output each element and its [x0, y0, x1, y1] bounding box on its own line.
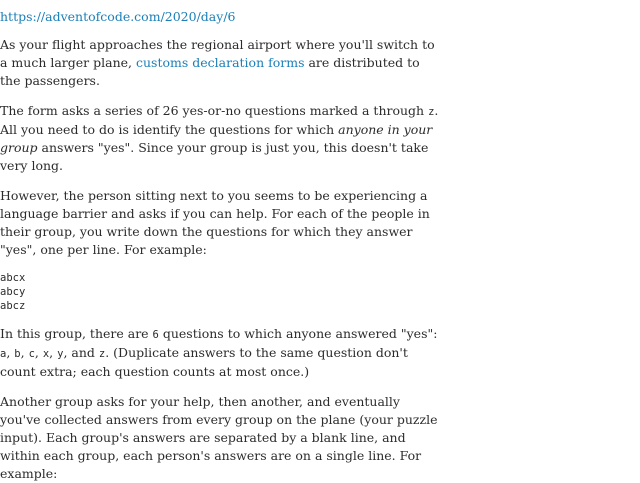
code-a: a	[0, 348, 7, 360]
form-description-paragraph	[0, 102, 440, 175]
example-block-1	[0, 271, 640, 313]
emphasis-anyone: anyone in your group	[0, 122, 433, 155]
intro-text-after: are distributed to the passengers.	[0, 55, 420, 88]
code-b: b	[14, 348, 21, 360]
code-c: c	[28, 348, 35, 360]
page-url-link[interactable]: https://adventofcode.com/2020/day/6	[0, 9, 236, 24]
collected-answers-paragraph: Another group asks for your help, then another, and eventually you've collected answers from every group on the plane (your puzzle input). Each group's answers are separated by a blank line, and within each group, each person's answers are on a single line. For example:	[0, 394, 438, 481]
example-line: abcy	[0, 286, 26, 298]
count-text-1: In this group, there are	[0, 326, 153, 341]
code-x: x	[42, 348, 50, 360]
customs-forms-link[interactable]: customs declaration forms	[135, 55, 305, 70]
intro-text-before: As your flight approaches the regional airport where you'll switch to a much larger plane,	[0, 37, 435, 70]
form-text-3: answers "yes". Since your group is just you, this doesn't take very long.	[0, 140, 429, 173]
and-word: and	[71, 345, 95, 360]
count-text-3: . (Duplicate answers to the same question don't count extra; each question counts at most once.)	[0, 345, 408, 379]
code-z-last: z	[98, 348, 106, 360]
count-text-2: questions to which anyone answered "yes":	[158, 326, 438, 341]
language-barrier-paragraph: However, the person sitting next to you seems to be experiencing a language barrier and asks if you can help. For each of the people in their group, you write down the questions for which they answer "yes", one per line. For example:	[0, 188, 430, 257]
group-count-paragraph: In this group, there are 6 questions to which anyone answered "yes": a, b, c, x, y, and z. (Duplicate answers to the same question don't count extra; each question counts at most once.)	[0, 326, 438, 379]
intro-paragraph	[0, 36, 440, 90]
example-line: abcz	[0, 300, 26, 312]
code-y: y	[57, 348, 64, 360]
example-line: abcx	[0, 272, 26, 284]
form-text-1: The form asks a series of 26 yes-or-no questions marked a through	[0, 103, 429, 118]
code-count: 6	[152, 329, 159, 341]
form-text-2: . All you need to do is identify the questions for which	[0, 103, 439, 137]
code-z: z	[428, 106, 435, 118]
